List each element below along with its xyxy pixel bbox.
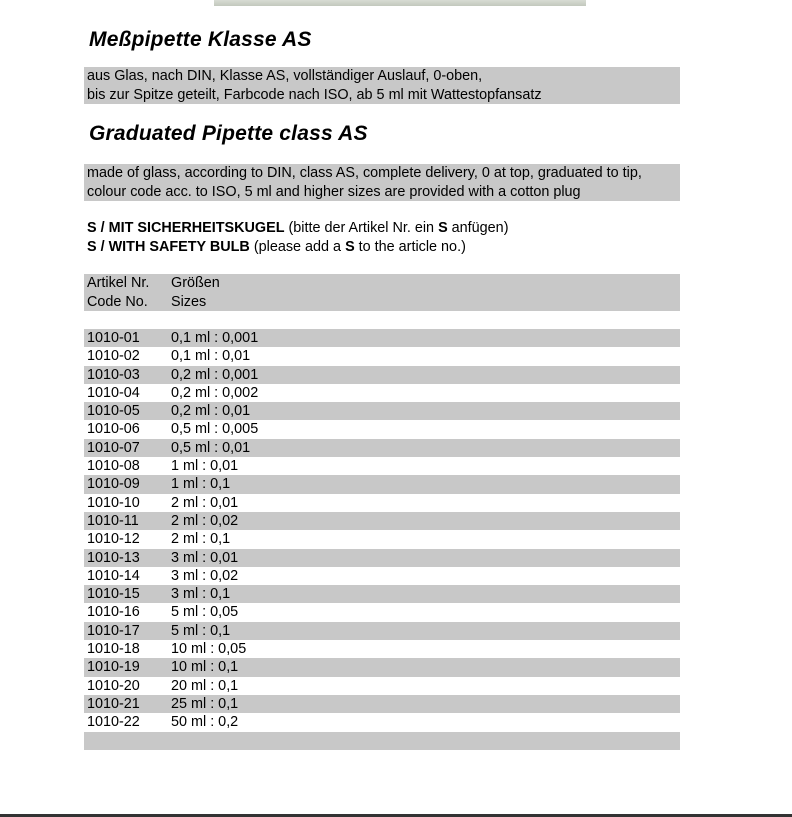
- header-size-en: Sizes: [171, 293, 207, 310]
- row-size: 20 ml : 0,1: [171, 677, 239, 694]
- table-row: [84, 658, 680, 676]
- row-size: 25 ml : 0,1: [171, 695, 239, 712]
- table-row: [84, 713, 680, 731]
- table-row: [84, 420, 680, 438]
- safety-bulb-label-de: S / MIT SICHERHEITSKUGEL: [87, 220, 285, 236]
- table-row: [84, 567, 680, 585]
- row-code: 1010-03: [87, 366, 140, 383]
- header-size-de: Größen: [171, 275, 220, 291]
- safety-bulb-note-en: [87, 238, 466, 257]
- row-code: 1010-14: [87, 567, 140, 584]
- row-code: 1010-04: [87, 384, 140, 401]
- row-size: 2 ml : 0,01: [171, 494, 239, 511]
- row-size: 0,1 ml : 0,001: [171, 330, 259, 346]
- table-footer-bar: [84, 732, 680, 750]
- table-spacer: [84, 311, 680, 329]
- row-code: 1010-22: [87, 714, 140, 731]
- table-row: [84, 402, 680, 420]
- row-size: 2 ml : 0,02: [171, 512, 239, 529]
- row-size: 3 ml : 0,02: [171, 567, 239, 584]
- table-row: [84, 366, 680, 384]
- row-code: 1010-01: [87, 330, 140, 346]
- header-code-column: [87, 274, 149, 311]
- table-row: [84, 549, 680, 567]
- table-row: [84, 457, 680, 475]
- description-en: [84, 164, 680, 201]
- top-image-fragment: [214, 0, 586, 6]
- table-body: [84, 329, 680, 732]
- safety-bulb-text-de-2: anfügen): [447, 220, 509, 236]
- row-code: 1010-18: [87, 641, 140, 658]
- table-row: [84, 329, 680, 347]
- row-size: 5 ml : 0,05: [171, 604, 239, 621]
- row-size: 3 ml : 0,01: [171, 549, 239, 566]
- row-code: 1010-19: [87, 659, 140, 676]
- page-title-en: Graduated Pipette class AS: [89, 122, 368, 145]
- safety-bulb-s-en: S: [345, 239, 355, 255]
- table-row: [84, 622, 680, 640]
- description-de-line-2: bis zur Spitze geteilt, Farbcode nach ISO, ab 5 ml mit Wattestopfansatz: [87, 86, 542, 103]
- safety-bulb-s-de: S: [438, 220, 448, 236]
- header-code-de: Artikel Nr.: [87, 275, 150, 291]
- table-row: [84, 530, 680, 548]
- table-row: [84, 494, 680, 512]
- description-de-line-1: aus Glas, nach DIN, Klasse AS, vollständiger Auslauf, 0-oben,: [87, 68, 483, 84]
- row-code: 1010-12: [87, 531, 140, 548]
- row-code: 1010-16: [87, 604, 140, 621]
- row-code: 1010-21: [87, 695, 140, 712]
- row-size: 0,2 ml : 0,001: [171, 366, 259, 383]
- table-row: [84, 347, 680, 365]
- row-size: 0,1 ml : 0,01: [171, 348, 251, 365]
- table-row: [84, 585, 680, 603]
- row-size: 3 ml : 0,1: [171, 586, 231, 603]
- table-row: [84, 439, 680, 457]
- table-row: [84, 384, 680, 402]
- safety-bulb-text-en-2: to the article no.): [354, 239, 466, 255]
- table-row: [84, 475, 680, 493]
- row-code: 1010-20: [87, 677, 140, 694]
- sizes-table: [84, 274, 680, 750]
- table-row: [84, 512, 680, 530]
- row-size: 10 ml : 0,05: [171, 641, 247, 658]
- row-code: 1010-13: [87, 549, 140, 566]
- row-size: 0,2 ml : 0,01: [171, 403, 251, 420]
- row-code: 1010-09: [87, 476, 140, 493]
- table-row: [84, 695, 680, 713]
- row-size: 10 ml : 0,1: [171, 659, 239, 676]
- table-row: [84, 640, 680, 658]
- row-code: 1010-05: [87, 403, 140, 420]
- description-en-line-1: made of glass, according to DIN, class AS, complete delivery, 0 at top, graduated to tip,: [87, 165, 642, 181]
- row-size: 1 ml : 0,01: [171, 458, 239, 475]
- row-code: 1010-08: [87, 458, 140, 475]
- row-code: 1010-02: [87, 348, 140, 365]
- row-code: 1010-17: [87, 622, 140, 639]
- row-size: 1 ml : 0,1: [171, 476, 231, 493]
- safety-bulb-note-de: [87, 219, 508, 238]
- row-size: 0,5 ml : 0,005: [171, 421, 259, 438]
- row-size: 2 ml : 0,1: [171, 531, 231, 548]
- header-code-en: Code No.: [87, 293, 148, 310]
- description-en-line-2: colour code acc. to ISO, 5 ml and higher sizes are provided with a cotton plug: [87, 183, 581, 200]
- page-title-de: Meßpipette Klasse AS: [89, 28, 312, 51]
- row-size: 50 ml : 0,2: [171, 714, 239, 731]
- header-size-column: [171, 274, 220, 311]
- row-code: 1010-07: [87, 439, 140, 456]
- row-code: 1010-10: [87, 494, 140, 511]
- row-code: 1010-06: [87, 421, 140, 438]
- safety-bulb-label-en: S / WITH SAFETY BULB: [87, 239, 250, 255]
- row-code: 1010-15: [87, 586, 140, 603]
- description-de: [84, 67, 680, 104]
- table-header: [84, 274, 680, 311]
- row-size: 0,2 ml : 0,002: [171, 384, 259, 401]
- table-row: [84, 603, 680, 621]
- row-size: 5 ml : 0,1: [171, 622, 231, 639]
- safety-bulb-text-en-1: (please add a: [249, 239, 346, 255]
- table-row: [84, 677, 680, 695]
- row-code: 1010-11: [87, 512, 139, 529]
- safety-bulb-text-de-1: (bitte der Artikel Nr. ein: [284, 220, 439, 236]
- row-size: 0,5 ml : 0,01: [171, 439, 251, 456]
